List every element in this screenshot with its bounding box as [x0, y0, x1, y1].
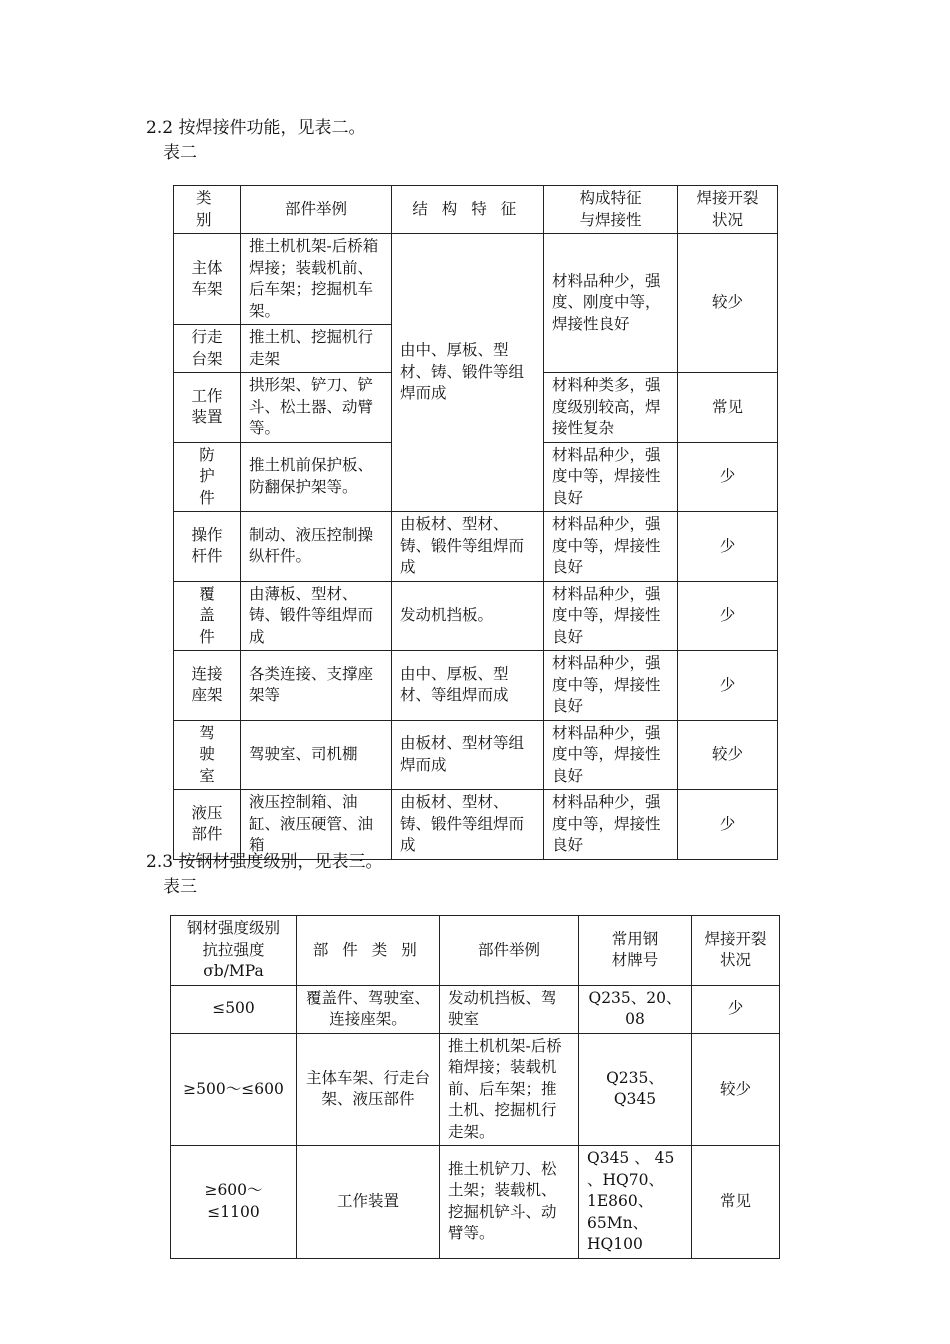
merged-cracking-cell: 较少: [678, 234, 778, 373]
row-example: 由薄板、型材、铸、锻件等组焊而成: [241, 581, 392, 651]
row-strength: ≥500～≤600: [171, 1033, 297, 1146]
table-row: [174, 790, 778, 860]
header-structure: 结构特征: [392, 186, 544, 234]
row-example: 推土机机架-后桥箱焊接；装载机前、后车架；推土机、挖掘机行走架。: [440, 1033, 579, 1146]
row-weldability: 材料品种少，强度中等，焊接性良好: [544, 512, 678, 582]
row-weldability: 材料品种少，强度中等，焊接性良好: [544, 720, 678, 790]
row-grade: Q235、Q345: [579, 1033, 692, 1146]
section-2-3-heading: 2.3 按钢材强度级别，见表三。: [146, 852, 383, 872]
row-category: 连接 座架: [174, 651, 241, 721]
row-structure: 发动机挡板。: [392, 581, 544, 651]
row-category: 液压 部件: [174, 790, 241, 860]
header-grade: 常用钢 材牌号: [579, 916, 692, 986]
row-example: 推土机铲刀、松土架；装载机、挖掘机铲斗、动臂等。: [440, 1146, 579, 1259]
header-cracking: 焊接开裂 状况: [692, 916, 780, 986]
row-cracking: 少: [678, 442, 778, 512]
table-row: [174, 651, 778, 721]
table-row: [174, 581, 778, 651]
row-example: 各类连接、支撑座架等: [241, 651, 392, 721]
row-structure: 由板材、型材、铸、锻件等组焊而成: [392, 512, 544, 582]
row-structure: 由板材、型材等组焊而成: [392, 720, 544, 790]
row-example: 发动机挡板、驾驶室: [440, 985, 579, 1033]
row-example: 驾驶室、司机棚: [241, 720, 392, 790]
table-row: [174, 512, 778, 582]
table-row: [171, 1146, 780, 1259]
row-cracking: 少: [678, 790, 778, 860]
row-category: 主体车架、行走台架、液压部件: [297, 1033, 440, 1146]
row-strength: ≥600～ ≤1100: [171, 1146, 297, 1259]
row-category: 行走 台架: [174, 325, 241, 373]
row-cracking: 少: [678, 512, 778, 582]
header-strength: 钢材强度级别 抗拉强度 σb/MPa: [171, 916, 297, 986]
row-weldability: 材料品种少，强度中等，焊接性良好: [544, 790, 678, 860]
row-example: 拱形架、铲刀、铲斗、松土器、动臂等。: [241, 373, 392, 443]
section-2-2-heading: 2.2 按焊接件功能，见表二。: [146, 118, 366, 138]
table-2: [173, 185, 778, 860]
header-example: 部件举例: [241, 186, 392, 234]
table-row: [174, 234, 778, 325]
row-cracking: 少: [678, 581, 778, 651]
header-category: 部件类别: [297, 916, 440, 986]
row-strength: ≤500: [171, 985, 297, 1033]
table-3: [170, 915, 780, 1259]
row-example: 推土机前保护板、防翻保护架等。: [241, 442, 392, 512]
table-row: [174, 720, 778, 790]
row-structure: 由中、厚板、型材、等组焊而成: [392, 651, 544, 721]
row-category: 操作 杆件: [174, 512, 241, 582]
row-grade: Q235、20、08: [579, 985, 692, 1033]
row-category: 工作 装置: [174, 373, 241, 443]
row-grade: Q345 、 45 、HQ70、1E860、65Mn、HQ100: [579, 1146, 692, 1259]
row-cracking: 少: [678, 651, 778, 721]
row-structure: 由板材、型材、铸、锻件等组焊而成: [392, 790, 544, 860]
row-category: 驾 驶 室: [174, 720, 241, 790]
row-category: 覆盖件、驾驶室、连接座架。: [297, 985, 440, 1033]
merged-structure-cell: 由中、厚板、型材、铸、锻件等组焊而成: [392, 234, 544, 512]
row-weldability: 材料种类多，强度级别较高，焊接性复杂: [544, 373, 678, 443]
merged-weldability-cell: 材料品种少，强度、刚度中等，焊接性良好: [544, 234, 678, 373]
row-category: 覆 盖 件: [174, 581, 241, 651]
row-category: 主体 车架: [174, 234, 241, 325]
row-cracking: 常见: [678, 373, 778, 443]
row-cracking: 较少: [692, 1033, 780, 1146]
table-header-row: [171, 916, 780, 986]
header-cracking: 焊接开裂 状况: [678, 186, 778, 234]
table-row: [171, 985, 780, 1033]
row-example: 推土机、挖掘机行走架: [241, 325, 392, 373]
row-cracking: 少: [692, 985, 780, 1033]
table-2-caption: 表二: [163, 143, 197, 163]
row-example: 推土机机架-后桥箱焊接；装载机前、后车架；挖掘机车架。: [241, 234, 392, 325]
row-category: 工作装置: [297, 1146, 440, 1259]
table-header-row: [174, 186, 778, 234]
row-example: 液压控制箱、油缸、液压硬管、油箱: [241, 790, 392, 860]
table-row: [171, 1033, 780, 1146]
header-category: 类别: [174, 186, 241, 234]
row-weldability: 材料品种少，强度中等，焊接性良好: [544, 581, 678, 651]
header-weldability: 构成特征 与焊接性: [544, 186, 678, 234]
row-example: 制动、液压控制操纵杆件。: [241, 512, 392, 582]
row-category: 防 护 件: [174, 442, 241, 512]
row-cracking: 常见: [692, 1146, 780, 1259]
row-weldability: 材料品种少，强度中等，焊接性良好: [544, 442, 678, 512]
header-example: 部件举例: [440, 916, 579, 986]
table-3-caption: 表三: [163, 877, 197, 897]
row-weldability: 材料品种少，强度中等，焊接性良好: [544, 651, 678, 721]
row-cracking: 较少: [678, 720, 778, 790]
